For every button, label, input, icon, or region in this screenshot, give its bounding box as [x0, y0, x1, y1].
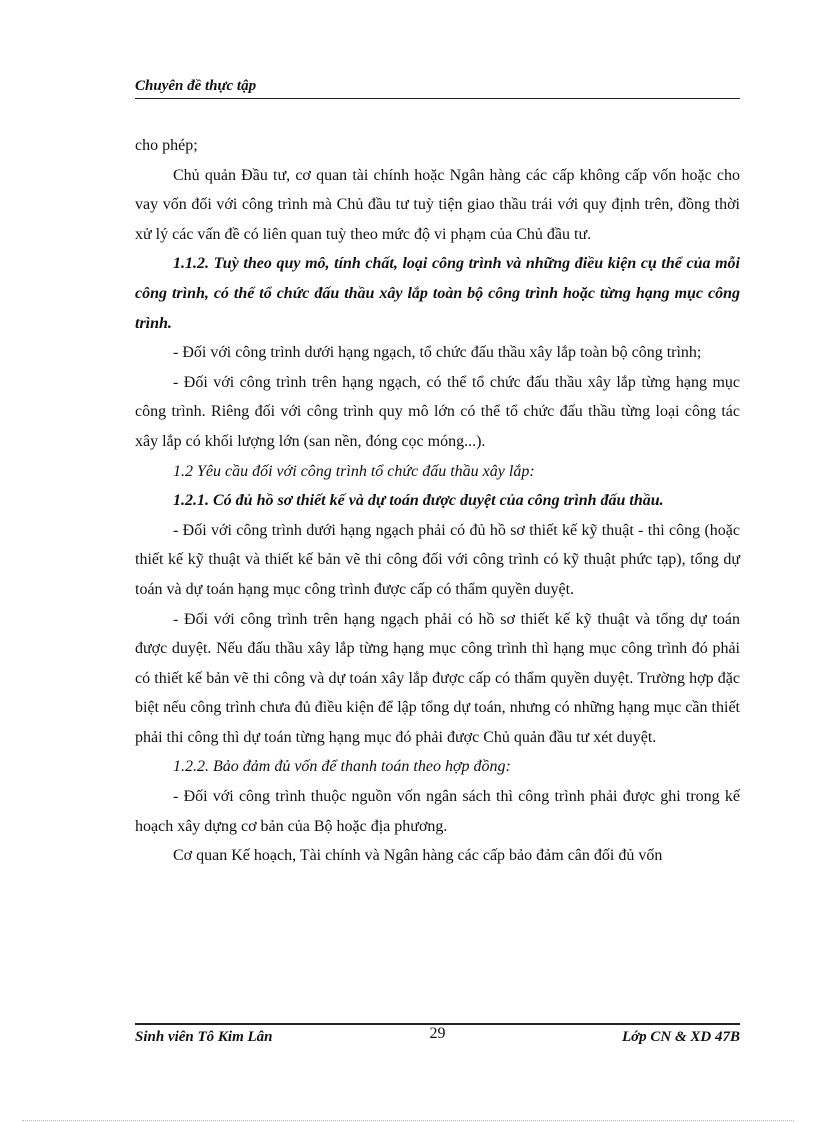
section-heading-1-2-2: 1.2.2. Bảo đảm đủ vốn để thanh toán theo hợp đồng:: [173, 758, 511, 776]
paragraph-8: - Đối với công trình dưới hạng ngạch phải có đủ hồ sơ thiết kế kỹ thuật - thi công (hoặc thiết kế kỹ thuật và thiết kế bản vẽ thi công đối với công trình có kỹ thuật phức tạp), tổng dự toán và dự toán hạng mục công trình được cấp có thẩm quyền duyệt.: [135, 521, 740, 598]
page-number: 29: [429, 1025, 446, 1042]
footer-class: Lớp CN & XD 47B: [621, 1029, 740, 1045]
footer-student: Sinh viên Tô Kim Lân: [135, 1029, 273, 1045]
paragraph-1: cho phép;: [135, 137, 198, 154]
page-header: [135, 76, 740, 99]
paragraph-12: Cơ quan Kế hoạch, Tài chính và Ngân hàng các cấp bảo đảm cân đối đủ vốn: [173, 847, 663, 865]
paragraph-2: Chủ quản Đầu tư, cơ quan tài chính hoặc Ngân hàng các cấp không cấp vốn hoặc cho vay vốn đối với công trình mà Chủ đầu tư tuỳ tiện giao thầu trái với quy định trên, đồng thời xử lý các vấn đề có liên quan tuỳ theo mức độ vi phạm của Chủ đầu tư.: [135, 166, 740, 243]
paragraph-5: - Đối với công trình trên hạng ngạch, có thể tổ chức đấu thầu xây lắp từng hạng mục công trình. Riêng đối với công trình quy mô lớn có thể tổ chức đấu thầu từng loại công tác xây lắp có khối lượng lớn (san nền, đóng cọc móng...).: [135, 373, 740, 450]
paragraph-4: - Đối với công trình dưới hạng ngạch, tổ chức đấu thầu xây lắp toàn bộ công trình;: [173, 344, 702, 362]
section-heading-1-1-2: 1.1.2. Tuỳ theo quy mô, tính chất, loại công trình và những điều kiện cụ thể của mỗi công trình, có thể tổ chức đấu thầu xây lắp toàn bộ công trình hoặc từng hạng mục công trình.: [135, 255, 740, 332]
section-heading-1-2-1: 1.2.1. Có đủ hồ sơ thiết kế và dự toán được duyệt của công trình đấu thầu.: [173, 492, 664, 510]
header-title: Chuyên đề thực tập: [135, 78, 257, 94]
page-footer: [135, 1027, 740, 1047]
section-heading-1-2: 1.2 Yêu cầu đối với công trình tổ chức đấu thầu xây lắp:: [173, 462, 535, 480]
page-edge-divider: [22, 1120, 794, 1121]
paragraph-11: - Đối với công trình thuộc nguồn vốn ngân sách thì công trình phải được ghi trong kế hoạch xây dựng cơ bản của Bộ hoặc địa phương.: [135, 788, 740, 835]
paragraph-9: - Đối với công trình trên hạng ngạch phải có hồ sơ thiết kế kỹ thuật và tổng dự toán được duyệt. Nếu đấu thầu xây lắp từng hạng mục công trình thì hạng mục công trình đó phải có thiết kế bản vẽ thi công và dự toán xây lắp được cấp có thẩm quyền duyệt. Trường hợp đặc biệt nếu công trình chưa đủ điều kiện để lập tổng dự toán, nhưng có những hạng mục cần thiết phải thi công thì dự toán từng hạng mục đó phải được Chủ quản đầu tư xét duyệt.: [135, 610, 740, 746]
body-text: [135, 131, 740, 871]
